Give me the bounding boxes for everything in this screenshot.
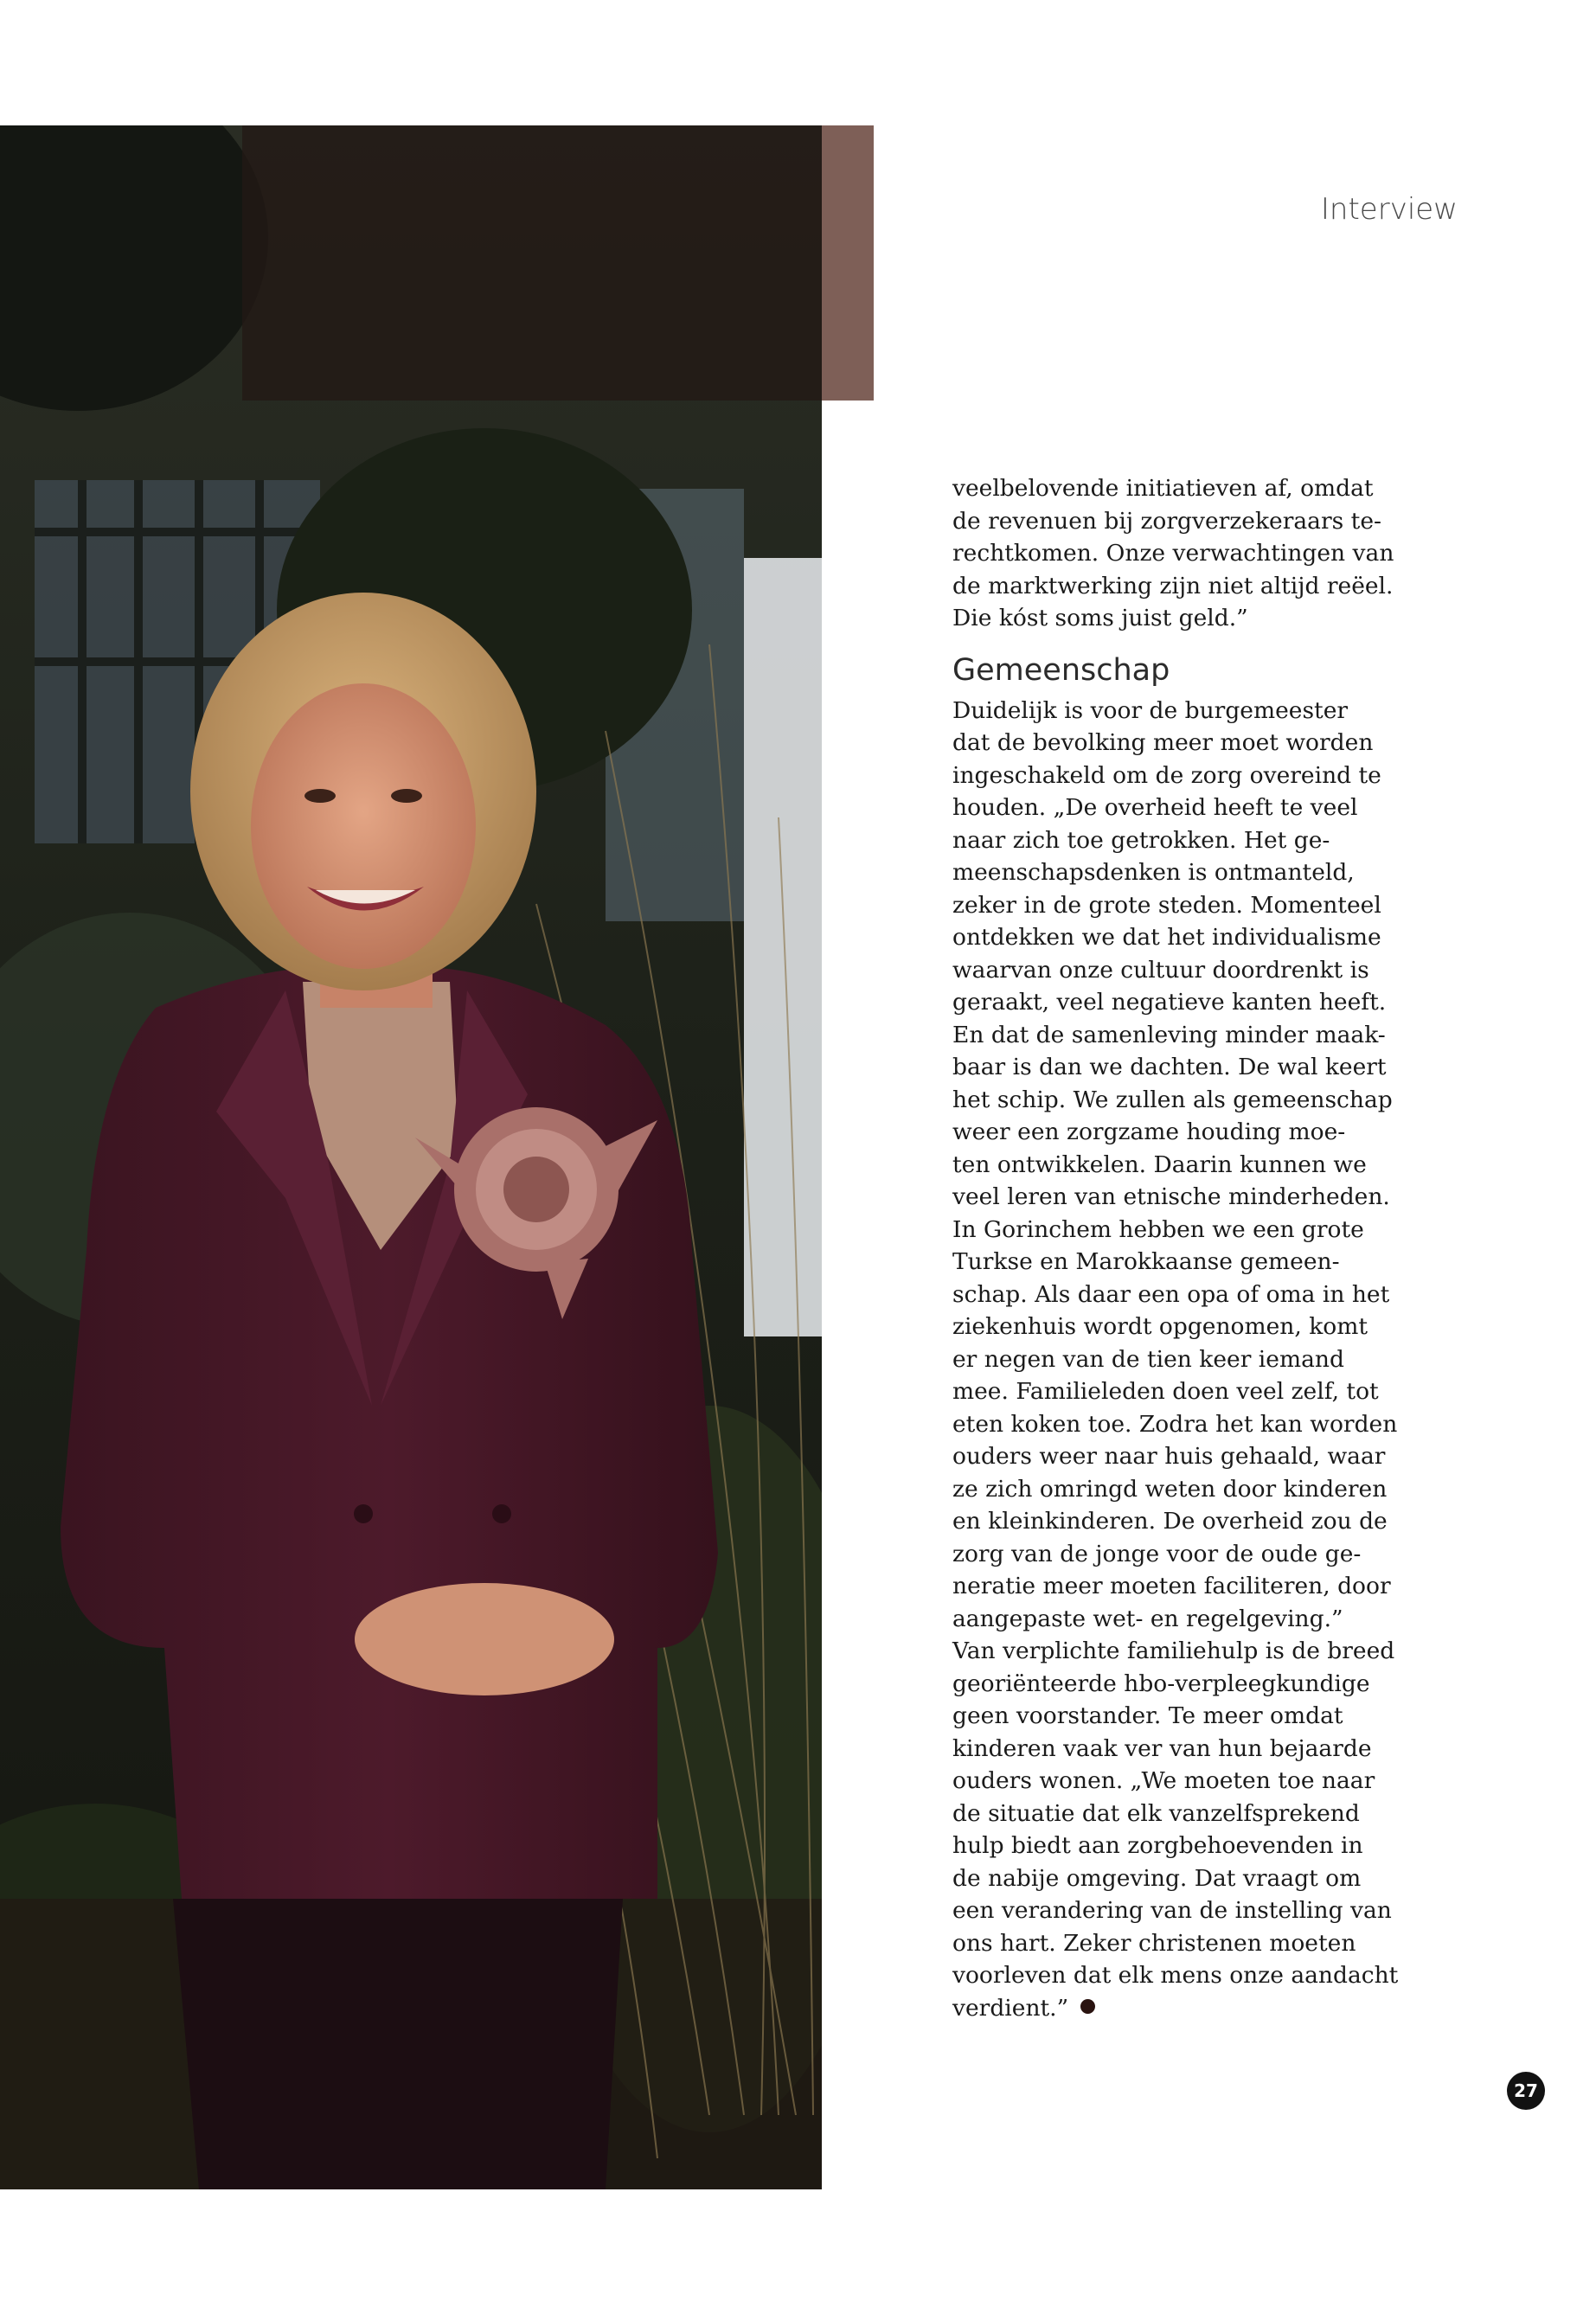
text-line: waarvan onze cultuur doordrenkt is: [952, 956, 1369, 984]
text-line: er negen van de tien keer iemand: [952, 1345, 1344, 1373]
text-line: houden. „De overheid heeft te veel: [952, 794, 1358, 821]
text-line: schap. Als daar een opa of oma in het: [952, 1280, 1390, 1308]
text-line: dat de bevolking meer moet worden: [952, 729, 1374, 756]
intro-paragraph: [952, 472, 1402, 635]
text-line: En dat de samenleving minder maak-: [952, 1021, 1386, 1048]
text-line: ontdekken we dat het individualisme: [952, 924, 1381, 951]
text-line: meenschapsdenken is ontmanteld,: [952, 859, 1355, 886]
text-line: veelbelovende initiatieven af, omdat: [952, 475, 1374, 502]
text-line: Van verplichte familiehulp is de breed: [952, 1638, 1395, 1664]
text-line: de revenuen bij zorgverzekeraars te-: [952, 507, 1381, 535]
text-line: weer een zorgzame houding moe-: [952, 1118, 1346, 1145]
text-line: geen voorstander. Te meer omdat: [952, 1702, 1343, 1729]
text-line: zorg van de jonge voor de oude ge-: [952, 1540, 1362, 1567]
text-line: In Gorinchem hebben we een grote: [952, 1215, 1364, 1243]
text-line: en kleinkinderen. De overheid zou de: [952, 1508, 1388, 1535]
text-line: eten koken toe. Zodra het kan worden: [952, 1410, 1398, 1438]
text-line: ze zich omringd weten door kinderen: [952, 1475, 1388, 1503]
text-line: ouders weer naar huis gehaald, waar: [952, 1443, 1386, 1470]
text-line: ons hart. Zeker christenen moeten: [952, 1929, 1356, 1957]
text-line: ten ontwikkelen. Daarin kunnen we: [952, 1150, 1367, 1178]
text-line: ingeschakeld om de zorg overeind te: [952, 761, 1381, 789]
text-line: de marktwerking zijn niet altijd reëel.: [952, 572, 1394, 599]
text-line: ouders wonen. „We moeten toe naar: [952, 1767, 1375, 1794]
text-line: geraakt, veel negatieve kanten heeft.: [952, 989, 1387, 1016]
text-line: voorleven dat elk mens onze aandacht: [952, 1962, 1399, 1989]
page-number-badge: 27: [1507, 2072, 1545, 2110]
accent-bar: [822, 125, 874, 401]
subheading: Gemeenschap: [952, 652, 1170, 688]
final-line-text: verdient.”: [952, 1994, 1069, 2022]
text-line: georiënteerde hbo-verpleegkundige: [952, 1670, 1370, 1697]
section-label: Interview: [1320, 192, 1458, 227]
color-block-overlay: [242, 125, 822, 401]
text-line: ziekenhuis wordt opgenomen, komt: [952, 1313, 1368, 1340]
text-line: aangepaste wet- en regelgeving.”: [952, 1605, 1343, 1632]
portrait-illustration: [0, 125, 822, 2189]
article-column: [952, 472, 1402, 2024]
text-line: hulp biedt aan zorgbehoevenden in: [952, 1832, 1363, 1859]
text-line: zeker in de grote steden. Momenteel: [952, 891, 1381, 919]
body-paragraph: [952, 695, 1402, 2025]
text-line: Die kóst soms juist geld.”: [952, 605, 1248, 631]
text-line: mee. Familieleden doen veel zelf, tot: [952, 1378, 1379, 1405]
text-line: naar zich toe getrokken. Het ge-: [952, 826, 1330, 854]
text-line: de nabije omgeving. Dat vraagt om: [952, 1864, 1362, 1892]
text-line: het schip. We zullen als gemeenschap: [952, 1086, 1393, 1113]
text-line: rechtkomen. Onze verwachtingen van: [952, 540, 1394, 567]
text-line: baar is dan we dachten. De wal keert: [952, 1054, 1387, 1080]
text-line: Duidelijk is voor de burgemeester: [952, 696, 1349, 724]
text-line: kinderen vaak ver van hun bejaarde: [952, 1734, 1372, 1762]
portrait-photo: [0, 125, 822, 2189]
end-of-article-mark: [1080, 1999, 1095, 2014]
final-line: [952, 1992, 1402, 2025]
text-line: neratie meer moeten faciliteren, door: [952, 1573, 1391, 1599]
text-line: Turkse en Marokkaanse gemeen-: [952, 1248, 1340, 1275]
text-line: veel leren van etnische minderheden.: [952, 1183, 1390, 1210]
text-line: de situatie dat elk vanzelfsprekend: [952, 1799, 1360, 1827]
text-line: een verandering van de instelling van: [952, 1897, 1392, 1924]
